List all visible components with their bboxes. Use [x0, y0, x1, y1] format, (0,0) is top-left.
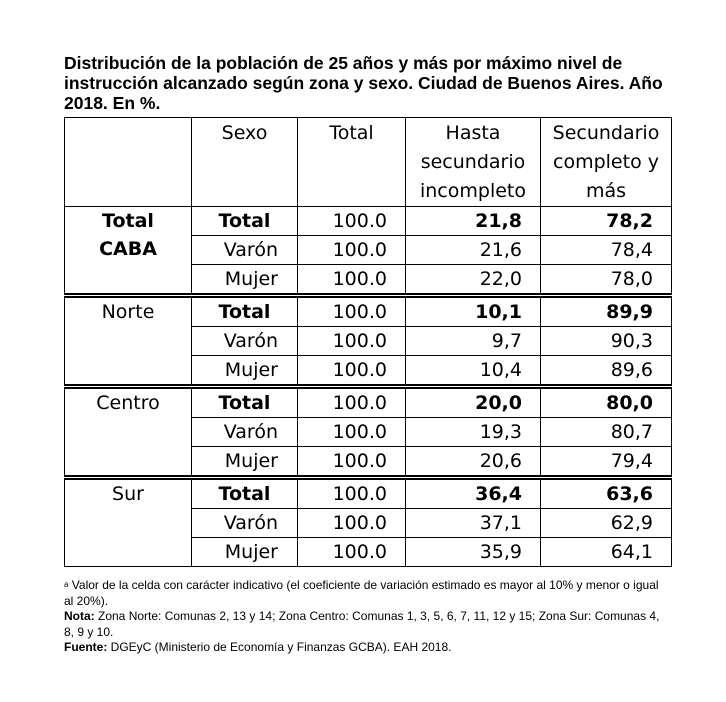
fuente-label: Fuente:	[64, 640, 108, 654]
zone-label: Sur	[65, 478, 192, 567]
hasta-secundario-cell: 9,7	[406, 327, 541, 356]
sexo-cell: Varón	[192, 418, 298, 447]
total-cell: 100.0	[298, 356, 406, 387]
sexo-cell: Total	[192, 296, 298, 327]
sexo-cell: Total	[192, 387, 298, 418]
nota-label: Nota:	[64, 609, 95, 623]
table-title: Distribución de la población de 25 años y más por máximo nivel de instrucción alcanzado según zona y sexo. Ciudad de Buenos Aires. Año 2018. En %.	[64, 53, 663, 113]
secundario-completo-cell: 80,7	[541, 418, 672, 447]
data-table	[64, 117, 672, 567]
footnote-mark: a	[64, 580, 69, 589]
secundario-completo-cell: 89,6	[541, 356, 672, 387]
secundario-completo-cell: 90,3	[541, 327, 672, 356]
hasta-secundario-cell: 37,1	[406, 509, 541, 538]
hasta-secundario-cell: 22,0	[406, 265, 541, 296]
total-cell: 100.0	[298, 327, 406, 356]
hasta-secundario-cell: 20,0	[406, 387, 541, 418]
secundario-completo-cell: 78,0	[541, 265, 672, 296]
total-cell: 100.0	[298, 478, 406, 509]
hasta-secundario-cell: 20,6	[406, 447, 541, 478]
table-body	[65, 207, 672, 567]
table-row	[65, 207, 672, 236]
header-sexo: Sexo	[192, 118, 298, 207]
sexo-cell: Mujer	[192, 538, 298, 567]
header-secundario-completo: Secundario completo y más	[541, 118, 672, 207]
secundario-completo-cell: 64,1	[541, 538, 672, 567]
total-cell: 100.0	[298, 418, 406, 447]
footnote	[64, 578, 664, 609]
hasta-secundario-cell: 10,1	[406, 296, 541, 327]
nota	[64, 609, 664, 640]
sexo-cell: Varón	[192, 327, 298, 356]
header-row	[65, 118, 672, 207]
secundario-completo-cell: 78,2	[541, 207, 672, 236]
nota-text: Zona Norte: Comunas 2, 13 y 14; Zona Centro: Comunas 1, 3, 5, 6, 7, 11, 12 y 15; Zona Sur: Comunas 4, 8, 9 y 10.	[64, 609, 660, 639]
zone-label: Centro	[65, 387, 192, 478]
footnote-text: Valor de la celda con carácter indicativo (el coeficiente de variación estimado es mayor al 10% y menor o igual al 20%).	[64, 578, 659, 608]
zone-label: Norte	[65, 296, 192, 387]
hasta-secundario-cell: 10,4	[406, 356, 541, 387]
table-row	[65, 296, 672, 327]
total-cell: 100.0	[298, 387, 406, 418]
sexo-cell: Mujer	[192, 447, 298, 478]
total-cell: 100.0	[298, 265, 406, 296]
fuente-text: DGEyC (Ministerio de Economía y Finanzas GCBA). EAH 2018.	[107, 640, 452, 654]
header-hasta-secundario: Hasta secundario incompleto	[406, 118, 541, 207]
total-cell: 100.0	[298, 509, 406, 538]
total-cell: 100.0	[298, 447, 406, 478]
sexo-cell: Mujer	[192, 265, 298, 296]
hasta-secundario-cell: 21,8	[406, 207, 541, 236]
table-row	[65, 387, 672, 418]
secundario-completo-cell: 62,9	[541, 509, 672, 538]
sexo-cell: Varón	[192, 236, 298, 265]
fuente	[64, 640, 664, 656]
table-row	[65, 478, 672, 509]
secundario-completo-cell: 79,4	[541, 447, 672, 478]
zone-label: Total CABA	[65, 207, 192, 296]
header-total: Total	[298, 118, 406, 207]
secundario-completo-cell: 63,6	[541, 478, 672, 509]
total-cell: 100.0	[298, 236, 406, 265]
hasta-secundario-cell: 19,3	[406, 418, 541, 447]
hasta-secundario-cell: 36,4	[406, 478, 541, 509]
secundario-completo-cell: 78,4	[541, 236, 672, 265]
hasta-secundario-cell: 21,6	[406, 236, 541, 265]
sexo-cell: Mujer	[192, 356, 298, 387]
sexo-cell: Total	[192, 478, 298, 509]
secundario-completo-cell: 80,0	[541, 387, 672, 418]
header-zona	[65, 118, 192, 207]
total-cell: 100.0	[298, 207, 406, 236]
sexo-cell: Varón	[192, 509, 298, 538]
total-cell: 100.0	[298, 538, 406, 567]
hasta-secundario-cell: 35,9	[406, 538, 541, 567]
sexo-cell: Total	[192, 207, 298, 236]
notes	[64, 578, 664, 656]
total-cell: 100.0	[298, 296, 406, 327]
secundario-completo-cell: 89,9	[541, 296, 672, 327]
